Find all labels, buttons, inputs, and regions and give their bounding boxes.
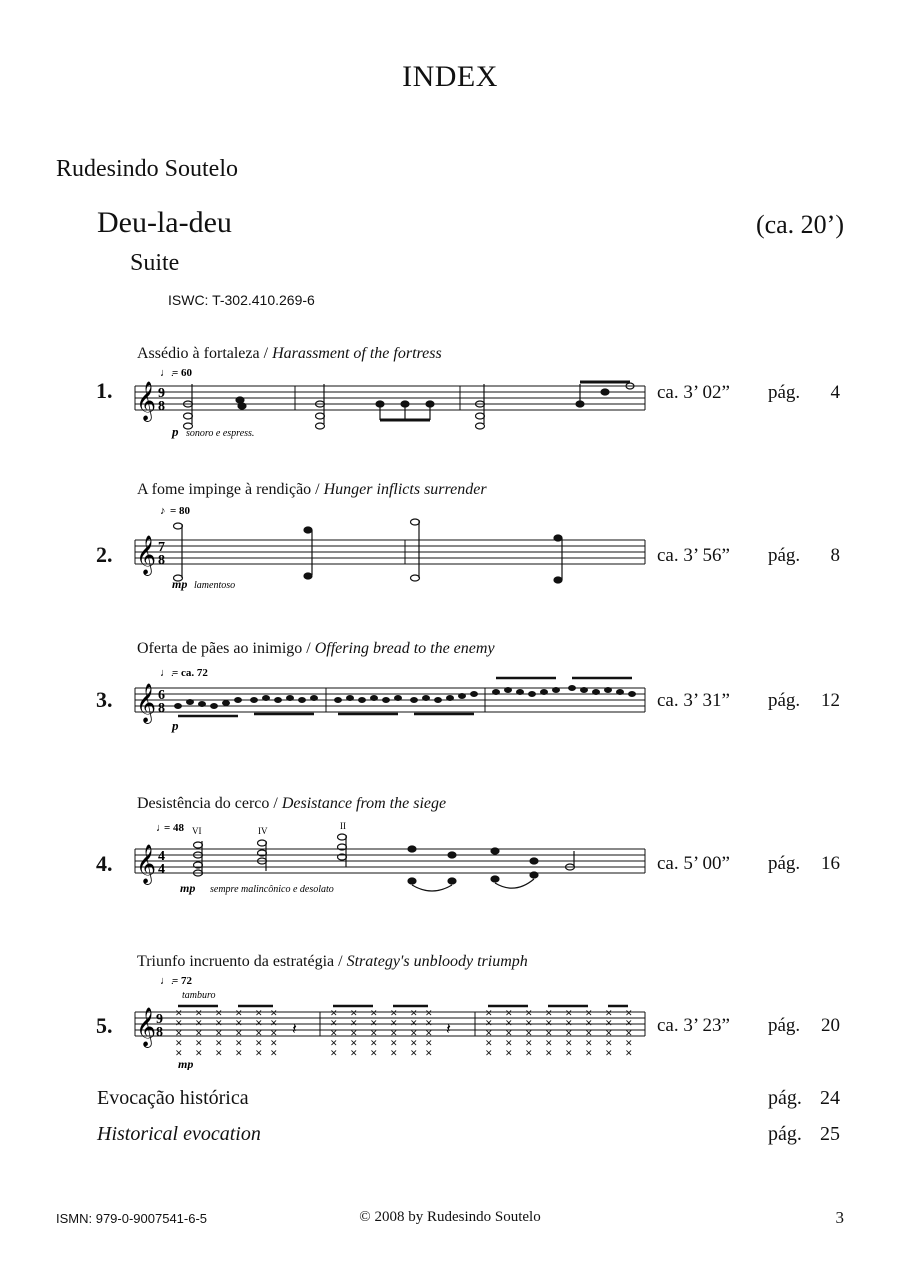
technique-marking: tamburo [182,990,216,1001]
page-title: INDEX [402,60,498,93]
movement-3-title-en: Offering bread to the enemy [314,640,495,657]
movement-3-number: 3. [96,687,113,712]
movement-2-number: 2. [96,542,113,567]
tempo-marking: = ca. 72 [172,667,208,679]
time-signature-top: 6 [158,688,165,703]
svg-text:✕: ✕ [270,1008,278,1018]
svg-text:✕: ✕ [525,1048,533,1058]
svg-text:✕: ✕ [370,1048,378,1058]
svg-text:✕: ✕ [215,1028,223,1038]
svg-text:✕: ✕ [270,1018,278,1028]
time-signature-bottom: 8 [156,1025,163,1040]
svg-text:✕: ✕ [565,1038,573,1048]
svg-text:✕: ✕ [330,1048,338,1058]
svg-text:✕: ✕ [390,1048,398,1058]
svg-text:✕: ✕ [565,1028,573,1038]
svg-text:✕: ✕ [255,1048,263,1058]
movement-2-title: A fome impinge à rendição / Hunger inflicts surrender [137,481,487,498]
svg-text:✕: ✕ [425,1048,433,1058]
rest-icon: 𝄽 [446,1021,451,1038]
movement-4-music-incipit [130,815,650,905]
movement-1-music-incipit [130,364,650,444]
movement-3-music-incipit [130,660,650,735]
music-notes [184,382,635,429]
tempo-note-icon: ♩. [160,667,174,679]
svg-text:✕: ✕ [585,1028,593,1038]
music-notes [174,519,563,583]
tempo-note-icon: ♩ [156,822,167,834]
svg-text:✕: ✕ [215,1038,223,1048]
position-iv: IV [258,826,268,836]
svg-text:✕: ✕ [425,1028,433,1038]
svg-text:✕: ✕ [545,1018,553,1028]
svg-text:✕: ✕ [270,1038,278,1048]
svg-text:✕: ✕ [215,1008,223,1018]
tempo-note-icon: ♩. [160,367,174,379]
movement-5-duration: ca. 3’ 23” [657,1015,730,1036]
svg-text:✕: ✕ [425,1038,433,1048]
movement-4-title: Desistência do cerco / Desistance from the siege [137,795,447,812]
treble-clef-icon: 𝄞 [136,1009,157,1046]
svg-text:✕: ✕ [410,1048,418,1058]
dynamic-marking: p [172,718,179,733]
svg-text:✕: ✕ [605,1028,613,1038]
svg-text:✕: ✕ [625,1008,633,1018]
time-signature-bottom: 8 [158,701,165,716]
svg-text:✕: ✕ [270,1028,278,1038]
staff-lines [135,386,645,410]
svg-text:✕: ✕ [605,1008,613,1018]
time-signature-top: 4 [158,849,165,864]
svg-text:✕: ✕ [485,1008,493,1018]
movement-3-title: Oferta de pães ao inimigo / Offering bread to the enemy [137,640,495,657]
svg-text:✕: ✕ [410,1038,418,1048]
svg-text:✕: ✕ [390,1018,398,1028]
extra-evocacao-historica: Evocação histórica [97,1087,249,1109]
svg-text:✕: ✕ [330,1038,338,1048]
svg-text:✕: ✕ [485,1028,493,1038]
time-signature-bottom: 8 [158,553,165,568]
svg-text:✕: ✕ [370,1038,378,1048]
svg-text:✕: ✕ [175,1018,183,1028]
svg-text:✕: ✕ [585,1048,593,1058]
svg-text:✕: ✕ [235,1038,243,1048]
svg-text:✕: ✕ [425,1008,433,1018]
x-noteheads [175,1008,633,1058]
beams [178,678,632,716]
movement-1-title-en: Harassment of the fortress [272,345,442,362]
svg-text:✕: ✕ [390,1038,398,1048]
svg-text:✕: ✕ [525,1038,533,1048]
svg-text:✕: ✕ [505,1018,513,1028]
svg-text:✕: ✕ [330,1008,338,1018]
svg-text:✕: ✕ [545,1038,553,1048]
svg-text:✕: ✕ [175,1028,183,1038]
svg-text:✕: ✕ [350,1028,358,1038]
svg-text:✕: ✕ [350,1008,358,1018]
treble-clef-icon: 𝄞 [136,685,157,722]
tempo-note-icon: ♩. [160,975,174,987]
movement-1-duration: ca. 3’ 02” [657,382,730,403]
position-ii: II [340,821,346,831]
svg-text:✕: ✕ [525,1008,533,1018]
work-duration: (ca. 20’) [755,210,844,239]
composer-name: Rudesindo Soutelo [56,156,239,182]
svg-text:✕: ✕ [270,1048,278,1058]
svg-text:✕: ✕ [350,1048,358,1058]
movement-2-page: 8 [830,545,840,566]
footer-ismn: ISMN: 979-0-9007541-6-5 [56,1211,208,1226]
svg-text:✕: ✕ [390,1028,398,1038]
movement-1-page: 4 [830,382,840,403]
time-signature-bottom: 4 [158,862,165,877]
svg-text:✕: ✕ [545,1028,553,1038]
svg-text:✕: ✕ [585,1008,593,1018]
svg-text:✕: ✕ [545,1048,553,1058]
position-vi: VI [192,826,202,836]
movement-5-music-incipit [130,972,650,1070]
treble-clef-icon: 𝄞 [136,846,157,883]
movement-2-title-pt: A fome impinge à rendição [137,481,312,498]
svg-text:✕: ✕ [625,1038,633,1048]
svg-text:✕: ✕ [505,1038,513,1048]
svg-text:✕: ✕ [195,1008,203,1018]
svg-text:✕: ✕ [255,1028,263,1038]
movement-1-pag-label: pág. [768,382,801,403]
dynamic-marking: mp [172,577,188,591]
dynamic-marking: mp [180,881,196,895]
svg-text:✕: ✕ [585,1018,593,1028]
svg-text:✕: ✕ [370,1018,378,1028]
svg-text:✕: ✕ [235,1048,243,1058]
svg-text:✕: ✕ [505,1008,513,1018]
tempo-marking: = 72 [172,975,193,987]
svg-text:✕: ✕ [605,1048,613,1058]
svg-text:✕: ✕ [565,1008,573,1018]
svg-text:✕: ✕ [370,1028,378,1038]
time-signature-top: 7 [158,540,165,555]
movement-5-pag-label: pág. [768,1015,801,1036]
svg-text:✕: ✕ [235,1008,243,1018]
treble-clef-icon: 𝄞 [136,537,157,574]
svg-text:✕: ✕ [255,1038,263,1048]
svg-text:✕: ✕ [565,1018,573,1028]
expression-marking: sonoro e espress. [186,428,255,439]
movement-1-number: 1. [96,378,113,403]
movement-2-duration: ca. 3’ 56” [657,545,730,566]
svg-text:✕: ✕ [410,1028,418,1038]
svg-text:✕: ✕ [235,1028,243,1038]
movement-1-title: Assédio à fortaleza / Harassment of the fortress [137,345,442,362]
svg-text:✕: ✕ [255,1018,263,1028]
time-signature-top: 9 [156,1012,163,1027]
iswc-code: ISWC: T-302.410.269-6 [168,292,315,308]
movement-4-title-en: Desistance from the siege [281,795,447,812]
movement-5-number: 5. [96,1013,113,1038]
expression-marking: lamentoso [194,580,236,591]
svg-text:✕: ✕ [625,1028,633,1038]
svg-text:✕: ✕ [175,1038,183,1048]
music-notes [194,834,575,891]
svg-text:✕: ✕ [545,1008,553,1018]
svg-text:✕: ✕ [350,1018,358,1028]
movement-4-pag-label: pág. [768,853,801,874]
svg-text:✕: ✕ [565,1048,573,1058]
movement-5-page: 20 [821,1015,840,1036]
svg-text:✕: ✕ [585,1038,593,1048]
svg-text:✕: ✕ [175,1008,183,1018]
svg-text:✕: ✕ [255,1008,263,1018]
svg-text:✕: ✕ [505,1048,513,1058]
svg-text:✕: ✕ [525,1028,533,1038]
svg-text:✕: ✕ [425,1018,433,1028]
footer-page-number: 3 [835,1208,844,1227]
extra-2-page: 25 [820,1123,840,1145]
svg-text:✕: ✕ [485,1038,493,1048]
extra-1-page: 24 [820,1087,840,1109]
svg-text:✕: ✕ [605,1018,613,1028]
movement-5-title-en: Strategy's unbloody triumph [346,953,528,970]
svg-text:✕: ✕ [195,1038,203,1048]
extra-historical-evocation: Historical evocation [97,1123,261,1145]
svg-text:✕: ✕ [485,1048,493,1058]
movement-4-title-pt: Desistência do cerco [137,795,270,812]
tempo-marking: = 48 [164,822,185,834]
extra-1-pag-label: pág. [768,1087,802,1109]
movement-1-title-pt: Assédio à fortaleza [137,345,260,362]
svg-text:✕: ✕ [350,1038,358,1048]
svg-text:✕: ✕ [505,1028,513,1038]
svg-text:✕: ✕ [195,1048,203,1058]
svg-text:✕: ✕ [605,1038,613,1048]
movement-4-duration: ca. 5’ 00” [657,853,730,874]
movement-3-title-pt: Oferta de pães ao inimigo [137,640,303,657]
movement-5-title: Triunfo incruento da estratégia / Strategy's unbloody triumph [137,953,528,970]
treble-clef-icon: 𝄞 [136,383,157,420]
svg-text:✕: ✕ [330,1028,338,1038]
svg-text:✕: ✕ [330,1018,338,1028]
svg-text:✕: ✕ [195,1018,203,1028]
svg-text:✕: ✕ [175,1048,183,1058]
svg-text:✕: ✕ [215,1018,223,1028]
movement-3-pag-label: pág. [768,690,801,711]
music-notes [175,686,636,709]
svg-text:✕: ✕ [625,1048,633,1058]
svg-text:✕: ✕ [625,1018,633,1028]
staff-lines [135,540,645,564]
time-signature-top: 9 [158,386,165,401]
movement-4-page: 16 [821,853,840,874]
svg-text:✕: ✕ [410,1008,418,1018]
movement-4-number: 4. [96,851,113,876]
movement-3-duration: ca. 3’ 31” [657,690,730,711]
work-subtitle: Suite [130,250,180,276]
movement-3-page: 12 [821,690,840,711]
tempo-marking: = 60 [172,367,193,379]
svg-text:✕: ✕ [215,1048,223,1058]
svg-text:✕: ✕ [195,1028,203,1038]
svg-text:✕: ✕ [485,1018,493,1028]
svg-text:✕: ✕ [235,1018,243,1028]
work-title: Deu-la-deu [97,206,232,239]
footer-copyright: © 2008 by Rudesindo Soutelo [359,1209,541,1225]
movement-2-music-incipit [130,500,650,595]
extra-2-pag-label: pág. [768,1123,802,1145]
movement-2-title-en: Hunger inflicts surrender [323,481,487,498]
dynamic-marking: mp [178,1057,194,1070]
svg-text:✕: ✕ [370,1008,378,1018]
svg-text:✕: ✕ [390,1008,398,1018]
dynamic-marking: p [172,424,179,439]
rest-icon: 𝄽 [292,1021,297,1038]
svg-text:✕: ✕ [410,1018,418,1028]
expression-marking: sempre malincônico e desolato [210,884,334,895]
tempo-marking: = 80 [170,505,191,517]
tempo-note-icon: ♪ [160,505,166,517]
movement-2-pag-label: pág. [768,545,801,566]
time-signature-bottom: 8 [158,399,165,414]
svg-text:✕: ✕ [525,1018,533,1028]
movement-5-title-pt: Triunfo incruento da estratégia [137,953,335,970]
